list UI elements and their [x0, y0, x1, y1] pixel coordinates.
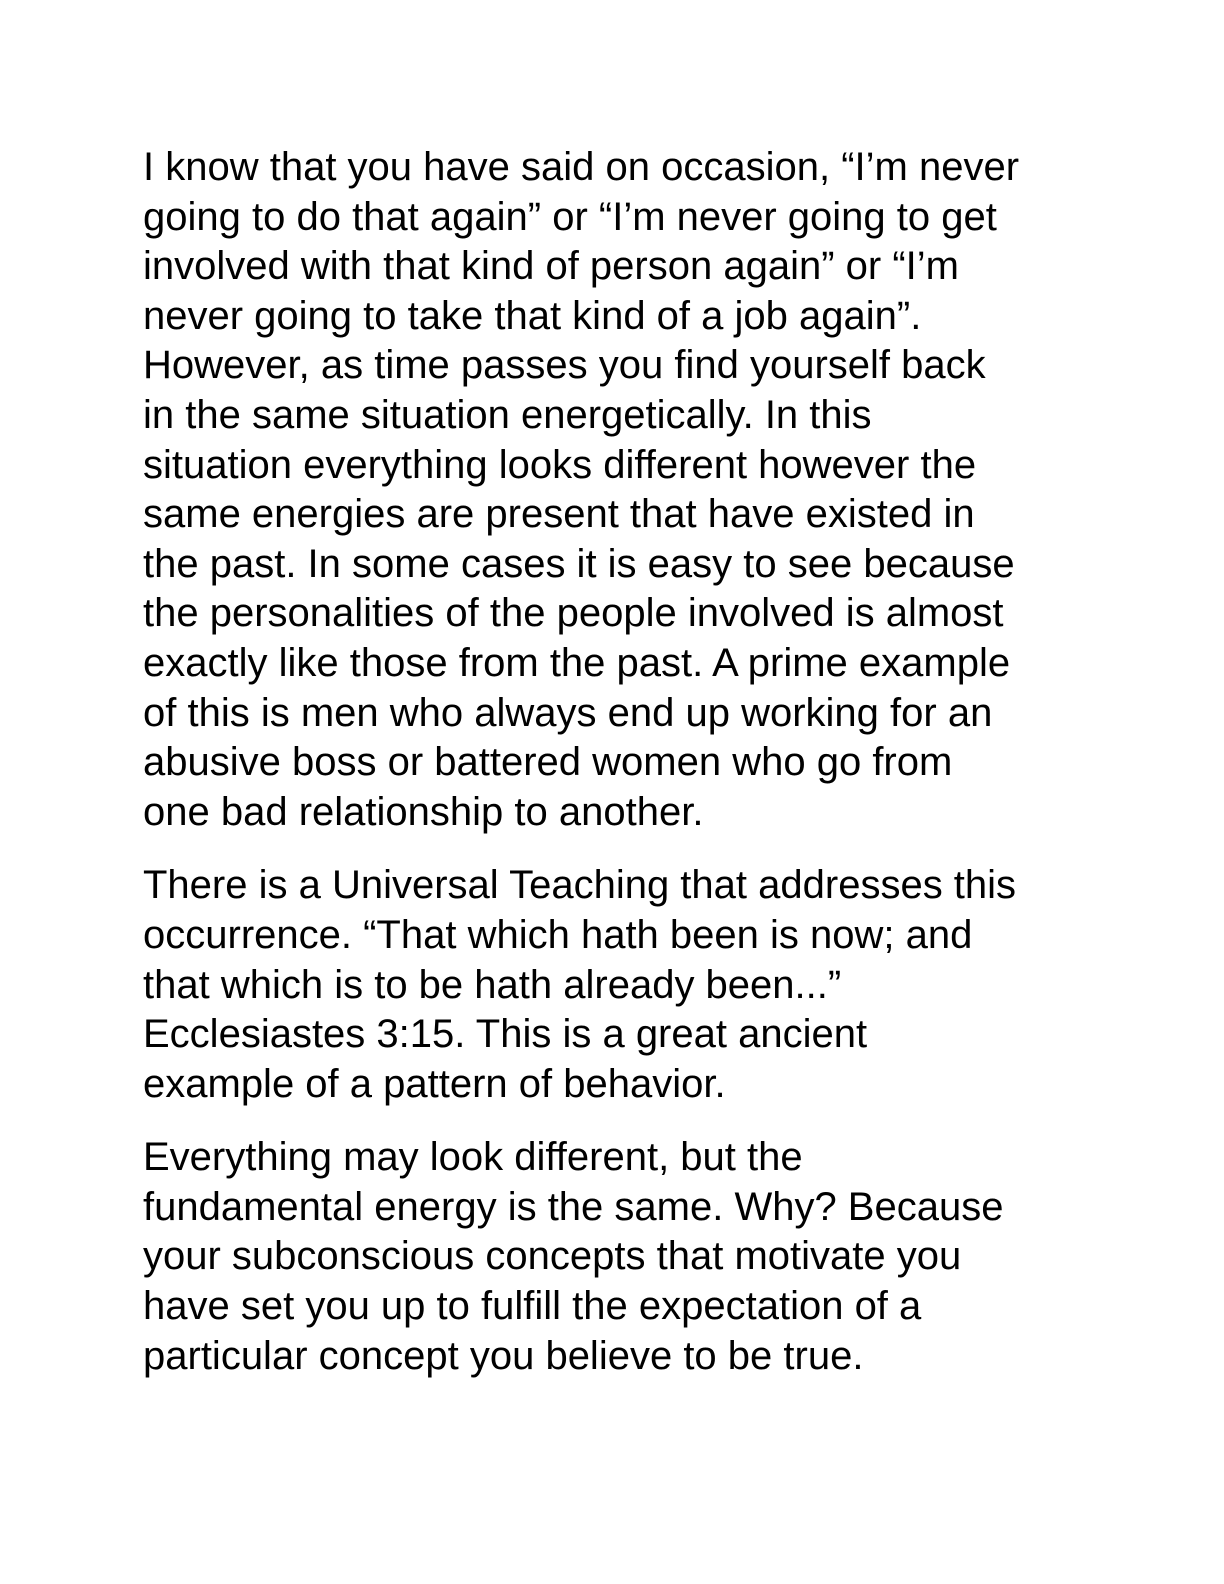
- text-line: one bad relationship to another.: [143, 789, 704, 834]
- text-line: same energies are present that have existed in: [143, 492, 975, 537]
- text-line: the personalities of the people involved is almost: [143, 591, 1004, 636]
- text-line: example of a pattern of behavior.: [143, 1061, 726, 1106]
- text-line: Ecclesiastes 3:15. This is a great ancient: [143, 1012, 868, 1057]
- text-line: that which is to be hath already been...”: [143, 962, 842, 1007]
- text-line: in the same situation energetically. In this: [143, 392, 872, 437]
- text-line: Everything may look different, but the: [143, 1135, 803, 1180]
- text-line: fundamental energy is the same. Why? Because: [143, 1184, 1004, 1229]
- text-line: However, as time passes you find yourself back: [143, 343, 986, 388]
- text-line: abusive boss or battered women who go from: [143, 740, 953, 785]
- text-line: occurrence. “That which hath been is now; and: [143, 912, 973, 957]
- body-text: [143, 143, 1083, 1405]
- paragraph-2: [143, 861, 1083, 1109]
- text-line: particular concept you believe to be true.: [143, 1333, 864, 1378]
- text-line: situation everything looks different however the: [143, 442, 977, 487]
- text-line: I know that you have said on occasion, “I’m never: [143, 145, 1020, 189]
- text-line: never going to take that kind of a job again”.: [143, 293, 922, 338]
- paragraph-1: [143, 143, 1083, 837]
- text-line: going to do that again” or “I’m never going to get: [143, 194, 997, 239]
- text-line: have set you up to fulfill the expectation of a: [143, 1284, 922, 1329]
- text-line: the past. In some cases it is easy to see because: [143, 541, 1015, 586]
- text-line: exactly like those from the past. A prime example: [143, 640, 1011, 685]
- text-line: There is a Universal Teaching that addresses this: [143, 863, 1017, 908]
- paragraph-3: [143, 1133, 1083, 1381]
- text-line: involved with that kind of person again” or “I’m: [143, 244, 959, 289]
- text-line: your subconscious concepts that motivate you: [143, 1234, 962, 1279]
- text-line: of this is men who always end up working for an: [143, 690, 993, 735]
